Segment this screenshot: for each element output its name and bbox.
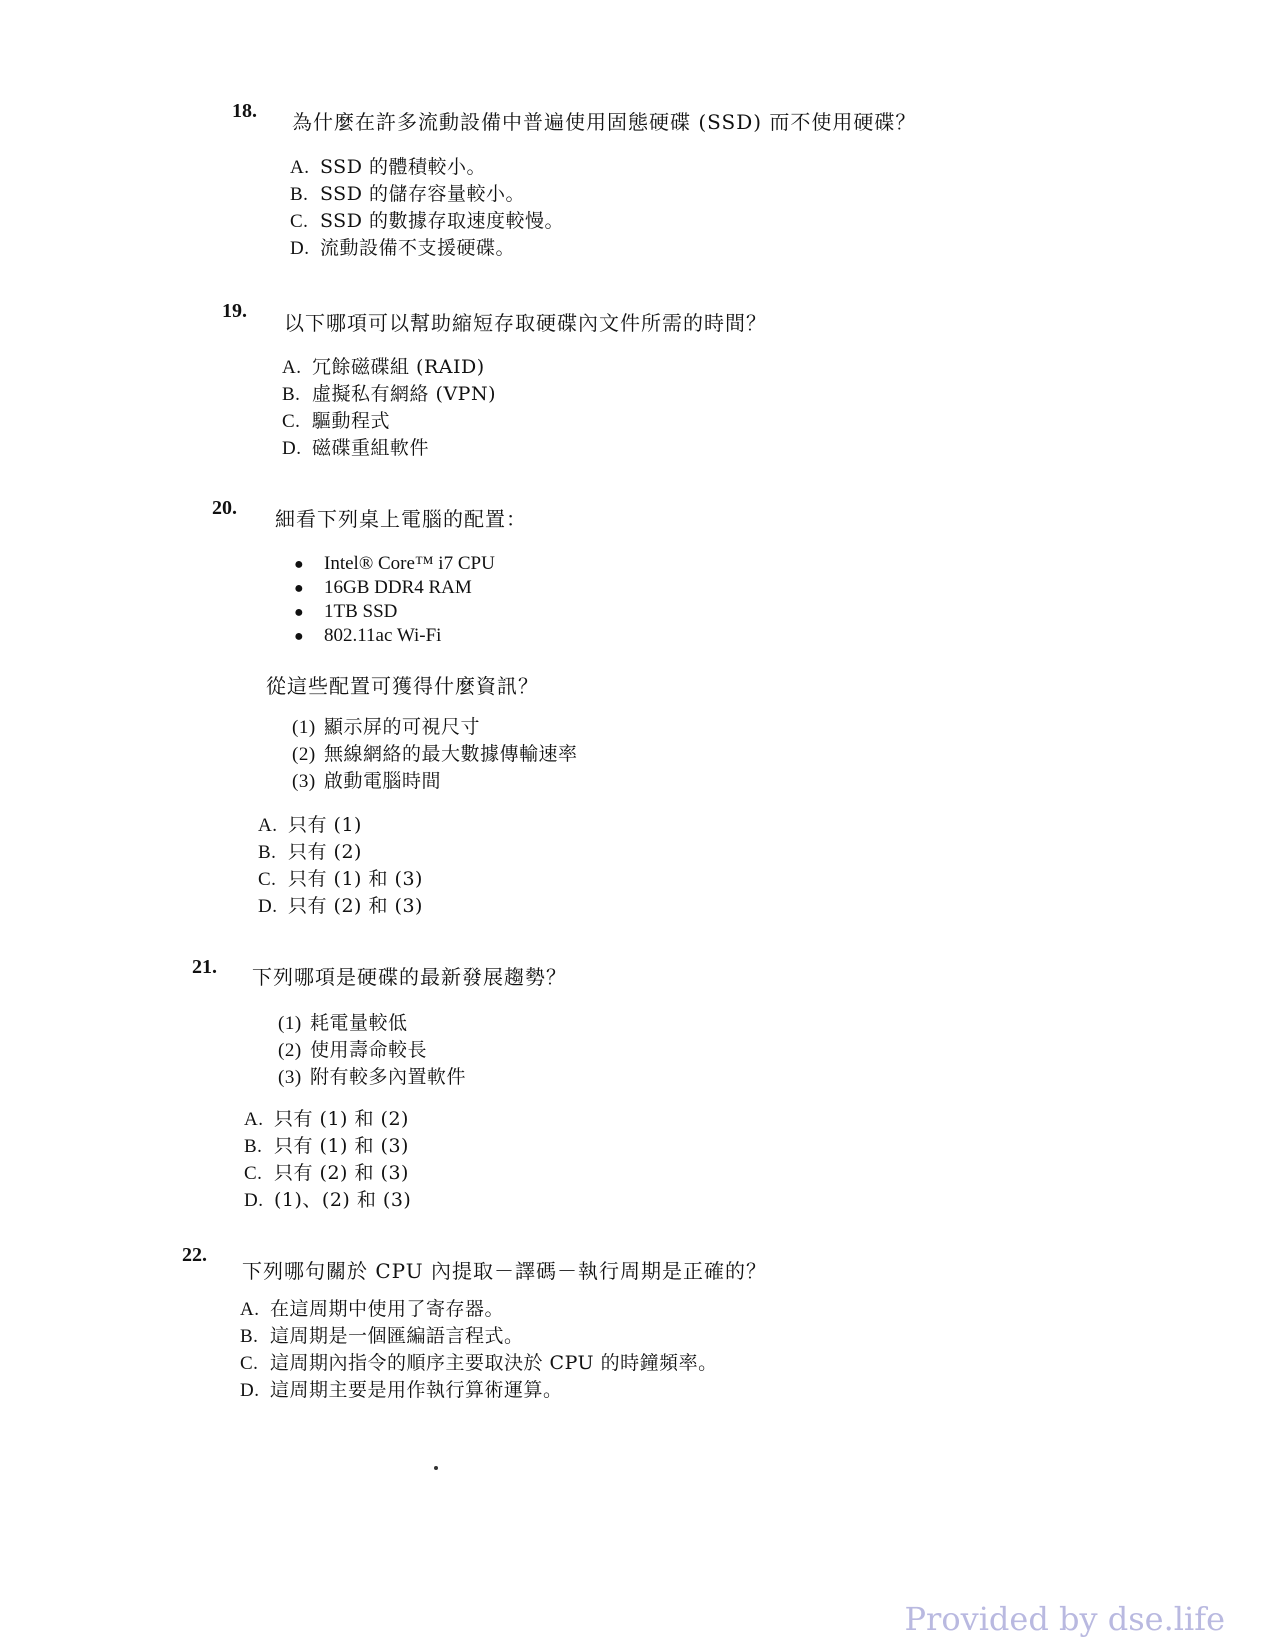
question-18-stem: 為什麼在許多流動設備中普遍使用固態硬碟 (SSD) 而不使用硬碟？ [292, 110, 917, 134]
question-20-stem: 細看下列桌上電腦的配置： [275, 507, 527, 531]
option-c: C. SSD 的數據存取速度較慢。 [290, 210, 564, 232]
footer-credit: Provided by dse.life [904, 1600, 1225, 1638]
option-b: B. 虛擬私有網絡 (VPN) [282, 383, 496, 405]
statement-item: (2) 使用壽命較長 [278, 1039, 428, 1061]
option-a: A. 只有 (1) 和 (2) [244, 1108, 409, 1130]
statement-item: (1) 顯示屏的可視尺寸 [292, 716, 481, 738]
option-d: D. 磁碟重組軟件 [282, 437, 430, 459]
question-19-options [282, 354, 496, 462]
question-22-stem: 下列哪句關於 CPU 內提取－譯碼－執行周期是正確的？ [242, 1259, 767, 1283]
bullet-icon: ● [294, 628, 304, 645]
question-20-options [258, 812, 423, 920]
option-b: B. 只有 (1) 和 (3) [244, 1135, 409, 1157]
question-19-stem: 以下哪項可以幫助縮短存取硬碟內文件所需的時間？ [284, 311, 767, 335]
question-19-number: 19. [222, 300, 247, 322]
option-b: B. SSD 的儲存容量較小。 [290, 183, 525, 205]
option-a: A. 只有 (1) [258, 814, 362, 836]
spec-item: ● Intel® Core™ i7 CPU [294, 553, 495, 574]
spec-item: ● 802.11ac Wi-Fi [294, 625, 442, 646]
question-20-sub-question: 從這些配置可獲得什麼資訊？ [266, 674, 539, 698]
statement-item: (3) 附有較多內置軟件 [278, 1066, 467, 1088]
bullet-icon: ● [294, 556, 304, 573]
option-c: C. 這周期內指令的順序主要取決於 CPU 的時鐘頻率。 [240, 1352, 718, 1374]
option-b: B. 這周期是一個匯編語言程式。 [240, 1325, 524, 1347]
bullet-icon: ● [294, 604, 304, 621]
question-18-number: 18. [232, 100, 257, 122]
option-d: D. 只有 (2) 和 (3) [258, 895, 423, 917]
option-a: A. SSD 的體積較小。 [290, 156, 486, 178]
statement-item: (2) 無線網絡的最大數據傳輸速率 [292, 743, 578, 765]
option-b: B. 只有 (2) [258, 841, 362, 863]
question-21-stem: 下列哪項是硬碟的最新發展趨勢？ [252, 965, 567, 989]
option-c: C. 只有 (1) 和 (3) [258, 868, 423, 890]
question-20-spec-list [294, 552, 495, 648]
option-d: D. 流動設備不支援硬碟。 [290, 237, 516, 259]
scan-speck [434, 1466, 438, 1470]
bullet-icon: ● [294, 580, 304, 597]
option-a: A. 在這周期中使用了寄存器。 [240, 1298, 505, 1320]
option-c: C. 只有 (2) 和 (3) [244, 1162, 409, 1184]
option-d: D. (1)、(2) 和 (3) [244, 1189, 412, 1211]
statement-item: (1) 耗電量較低 [278, 1012, 408, 1034]
question-21-options [244, 1106, 411, 1214]
question-22-number: 22. [182, 1244, 207, 1266]
question-22-options [240, 1296, 718, 1404]
question-21-statements [278, 1010, 466, 1091]
option-d: D. 這周期主要是用作執行算術運算。 [240, 1379, 563, 1401]
option-a: A. 冗餘磁碟組 (RAID) [282, 356, 485, 378]
question-20-statements [292, 714, 578, 795]
spec-item: ● 1TB SSD [294, 601, 398, 622]
statement-item: (3) 啟動電腦時間 [292, 770, 442, 792]
question-21-number: 21. [192, 956, 217, 978]
question-20-number: 20. [212, 497, 237, 519]
option-c: C. 驅動程式 [282, 410, 391, 432]
question-18-options [290, 154, 564, 262]
spec-item: ● 16GB DDR4 RAM [294, 577, 472, 598]
